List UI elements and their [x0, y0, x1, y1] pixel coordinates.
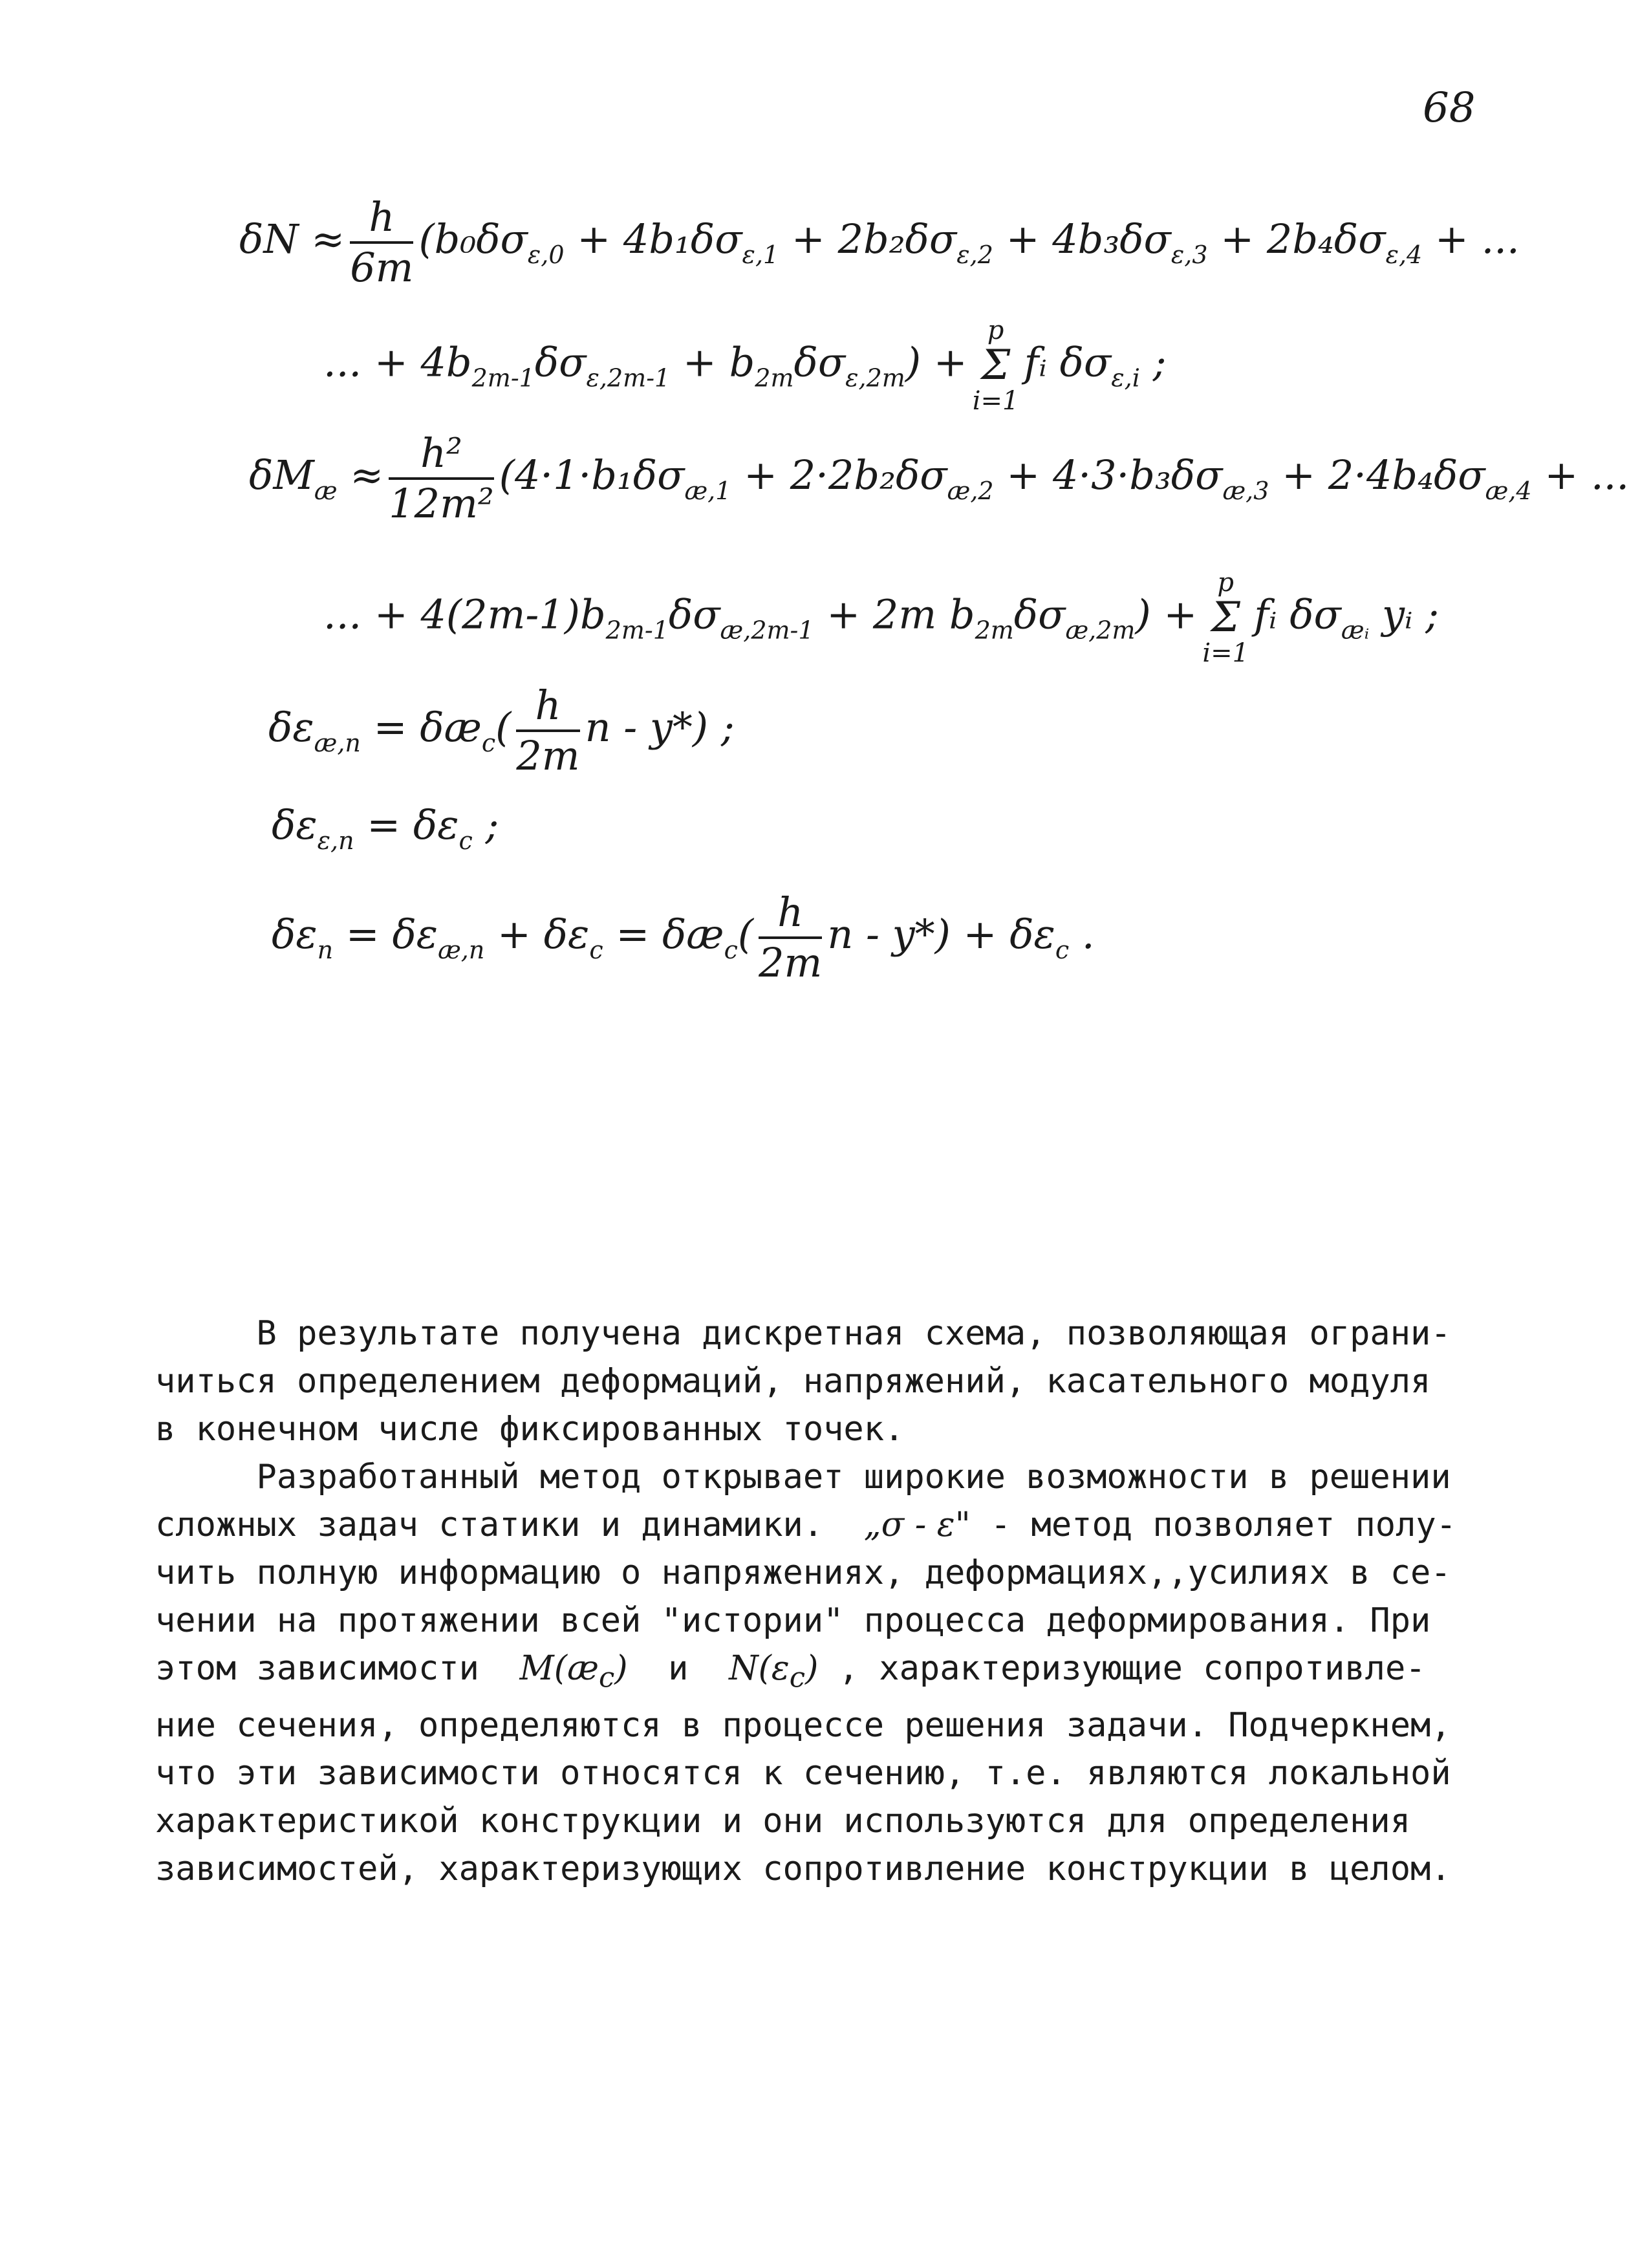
equation-d-eps-n: $\delta\varepsilon_n = \delta\varepsilon_{æ,n} + \delta\varepsilon_c$ = $\delta æ_c$( $\frac{h}{2m}$ $n - y*) + \delta\varepsilon_c$ . [272, 889, 1095, 986]
text-line: Разработанный метод открывает широкие возможности в решении [155, 1458, 1451, 1496]
page-number: 68 [1423, 84, 1476, 132]
inline-formula-M: M(æ [519, 1649, 599, 1688]
method-name: „σ - ε" [863, 1506, 971, 1544]
text-line: читься определением деформаций, напряжений, касательного модуля [155, 1362, 1431, 1401]
inline-formula-N: N(ε [729, 1649, 790, 1688]
equation-dM-line-2: ... + $4(2m-1)b_{2m-1}\delta\sigma_{æ,2m-1} + 2m$ $b_{2m}\delta\sigma_{æ,2m}) +p$ Σ i=1fᵢ $\delta\sigma_{æᵢ}$ yᵢ ; [323, 568, 1440, 669]
fraction: $\frac{h}{6m}$ [350, 193, 414, 291]
body-text [155, 1310, 1474, 1893]
text-line: ние сечения, определяются в процессе решения задачи. Подчеркнем, [155, 1706, 1451, 1745]
fraction: $\frac{h}{2m}$ [759, 889, 823, 986]
text-line: в конечном числе фиксированных точек. [155, 1410, 905, 1449]
text-line: зависимостей, характеризующих сопротивление конструкции в целом. [155, 1850, 1451, 1889]
text-line: этом зависимости $M(æ_c)$ и $N(\varepsilon_c)$ , характеризующие сопротивле- [155, 1649, 1426, 1694]
text-line: что эти зависимости относятся к сечению, т.е. являются локальной [155, 1754, 1451, 1793]
formula-block [0, 0, 1629, 1035]
summation-sign: p Σ i=1 [972, 316, 1019, 416]
fraction: $\frac{h}{2m}$ [516, 682, 580, 779]
text-line: чить полную информацию о напряжениях, деформациях,,усилиях в се- [155, 1553, 1451, 1592]
text-line: В результате получена дискретная схема, позволяющая ограни- [155, 1314, 1451, 1353]
equation-dM-line-1: $\delta M_æ$ ≈ $\frac{\text{h²}}{\text{12m²}}$ ($4\cdot 1\cdot b_1\delta\sigma_{æ,1} + 2\cdot 2b_2\delta\sigma_{æ,2} + 4\cdot 3\cdot b_3\delta\sigma_{æ,3} + 2\cdot 4b_4\delta\sigma_{æ,4}$ + ... [249, 429, 1629, 527]
text-line: сложных задач статики и динамики. „σ - ε" - метод позволяет полу- [155, 1506, 1456, 1544]
equation-d-eps-kappa: $\delta\varepsilon_{æ,n}$ = $\delta æ_c$( $\frac{h}{2m}$ n - y*) ; [268, 682, 735, 779]
equation-dN-line-1: δN ≈ $\frac{h}{6m}$ ($b_0\delta\sigma_{\varepsilon,0} + 4b_1\delta\sigma_{\varepsilon,1} + 2b_2\delta\sigma_{\varepsilon,2} + 4b_3\delta\sigma_{\varepsilon,3} + 2b_4\delta\sigma_{\varepsilon,4}$ + ... [239, 193, 1520, 291]
fraction: $\frac{\text{h²}}{\text{12m²}}$ [389, 429, 494, 527]
text-line: чении на протяжении всей "истории" процесса деформирования. При [155, 1601, 1431, 1640]
equation-d-eps-eps: $\delta\varepsilon_{\varepsilon,n} = \delta\varepsilon_c$ ; [272, 801, 499, 855]
text-line: характеристикой конструкции и они используются для определения [155, 1802, 1411, 1841]
summation-sign: p Σ i=1 [1202, 568, 1249, 669]
equation-dN-line-2: ... + $4b_{2m-1}\delta\sigma_{\varepsilon,2m-1} + b_{2m}\delta\sigma_{\varepsilon,2m}) +p$ Σ i=1fᵢ $\delta\sigma_{\varepsilon,i}$ ; [323, 316, 1167, 416]
